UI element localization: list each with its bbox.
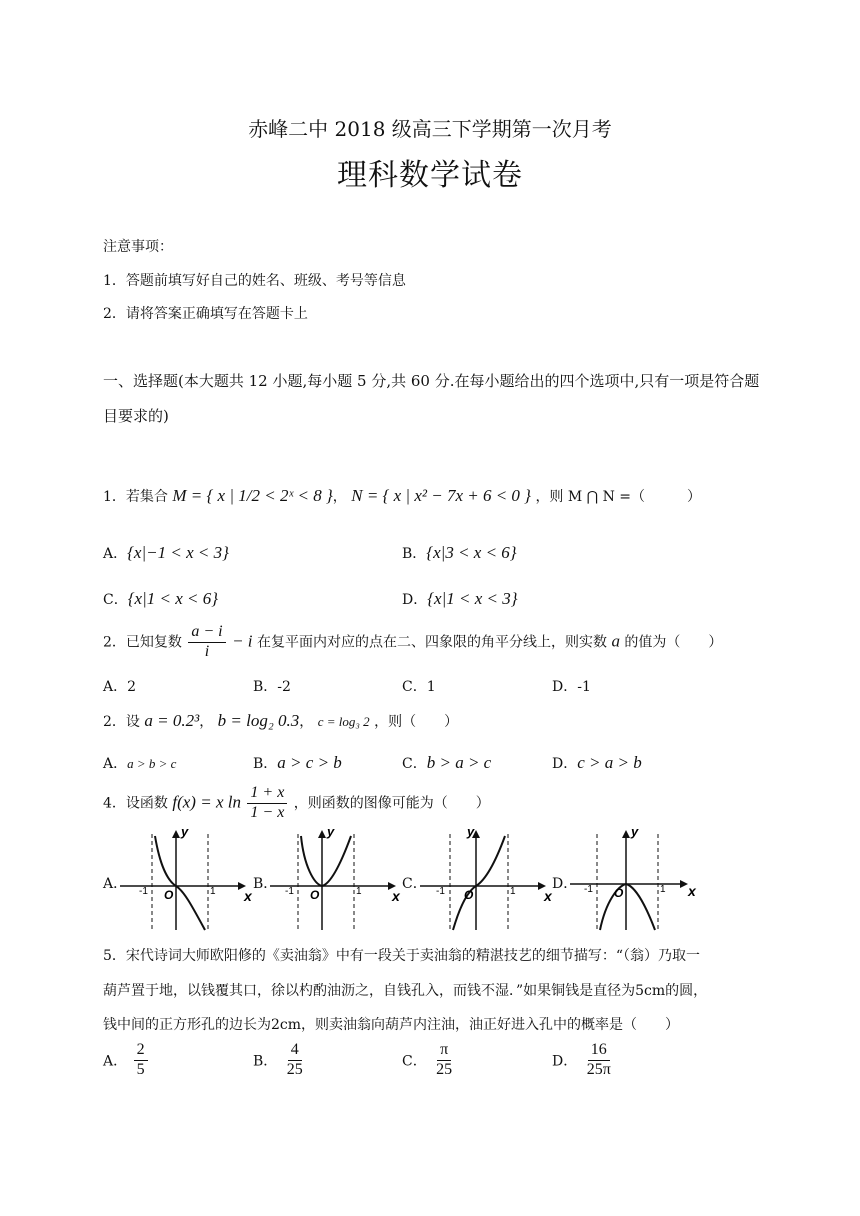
q1-prefix: 1．若集合 [103,489,168,505]
q1-option-b: B．{x|3 < x < 6} [402,543,517,562]
svg-text:-1: -1 [584,884,593,895]
q2a-option-d: D．-1 [552,679,591,695]
q2a-option-c: C．1 [402,679,436,695]
section-heading-line1: 一、选择题(本大题共 12 小题,每小题 5 分,共 60 分.在每小题给出的四个选项中,只有一项是符合题 [103,372,760,390]
q2b-stem: 2．设 a = 0.2³， b = log₂ 0.3， c = log₃ 2 ，则（ ） [103,711,459,730]
svg-text:1: 1 [210,886,216,897]
svg-text:y: y [327,826,335,839]
q1-set-m: M = { x | 1/2 < 2ˣ < 8 } [172,486,333,505]
q4-graph-a [120,826,260,931]
q5-line-1: 5．宋代诗词大师欧阳修的《卖油翁》中有一段关于卖油翁的精湛技艺的细节描写：“（翁）乃取一 [103,948,701,964]
q2b-c: c = log₃ 2 [317,714,370,729]
q1-option-c: C．{x|1 < x < 6} [103,589,219,608]
q4-option-d-label: D． [552,876,578,892]
exam-title: 理科数学试卷 [337,158,523,193]
q4-fraction: $\frac{1 + x}{1 - x}$ [247,785,287,822]
q5-option-b: B． $\frac{4}{25}$ [253,1041,303,1078]
svg-text:O: O [464,888,474,902]
q2b-option-a: A．a > b > c [103,756,177,772]
q4-stem: 4．设函数 f(x) = x ln $\frac{1 + x}{1 - x}$ ，则函数的图像可能为（ ） [103,784,490,821]
q5-line-3: 钱中间的正方形孔的边长为2cm，则卖油翁向葫芦内注油，油正好进入孔中的概率是（ ） [103,1017,680,1033]
q2a-fraction: $\frac{a - i}{i}$ [188,624,225,661]
q4-graph-d [570,826,710,931]
q5-line-2: 葫芦置于地，以钱覆其口，徐以杓酌油沥之，自钱孔入，而钱不湿．”如果铜钱是直径为5cm的圆， [103,983,708,999]
svg-text:-1: -1 [436,886,445,897]
q4-function: f(x) = x ln [172,792,241,812]
q1-option-a: A．{x|−1 < x < 3} [103,543,229,562]
q2b-option-c: C．b > a > c [402,753,492,772]
svg-text:O: O [614,886,624,900]
section-heading-line2: 目要求的) [103,407,169,425]
note-item-2: 2．请将答案正确填写在答题卡上 [103,306,308,322]
q1-set-n: N = { x | x² − 7x + 6 < 0 } [351,486,531,505]
q2a-stem: 2．已知复数 $\frac{a - i}{i}$ − i 在复平面内对应的点在二、四象限的角平分线上，则实数 a 的值为（ ） [103,623,723,660]
q5-option-a: A． $\frac{2}{5}$ [103,1042,150,1079]
svg-text:x: x [392,888,400,904]
svg-text:x: x [244,888,252,904]
q2b-b: b = log₂ 0.3 [217,711,300,730]
q4-graph-b [270,826,410,931]
svg-text:O: O [310,888,320,902]
q2a-option-b: B．-2 [253,679,291,695]
notes-heading: 注意事项： [103,239,173,255]
q2b-a: a = 0.2³ [144,711,200,730]
svg-text:1: 1 [660,884,666,895]
q1-tail: ，则 M ⋂ N =（ ） [535,489,702,505]
exam-subtitle: 赤峰二中 2018 级高三下学期第一次月考 [248,117,612,141]
svg-text:y: y [631,826,639,839]
q5-option-c: C． $\frac{\pi}{25}$ [402,1041,453,1078]
svg-text:x: x [688,883,696,899]
q2b-option-b: B．a > c > b [253,753,342,772]
q4-graph-c [420,826,560,931]
svg-text:y: y [467,826,475,839]
note-item-1: 1．答题前填写好自己的姓名、班级、考号等信息 [103,273,406,289]
svg-text:y: y [181,826,189,839]
svg-text:1: 1 [510,886,516,897]
svg-text:1: 1 [356,886,362,897]
q4-option-b-label: B． [253,876,278,892]
svg-text:x: x [544,888,552,904]
q1-stem: 1．若集合 M = { x | 1/2 < 2ˣ < 8 }， N = { x | x² − 7x + 6 < 0 } ，则 M ⋂ N =（ ） [103,486,702,505]
q4-option-a-label: A． [103,876,128,892]
q1-option-d: D．{x|1 < x < 3} [402,589,518,608]
q4-option-c-label: C． [402,876,427,892]
q5-option-d: D． $\frac{16}{25\pi}$ [552,1041,611,1078]
svg-text:O: O [164,888,174,902]
q2a-tail: 在复平面内对应的点在二、四象限的角平分线上，则实数 [256,634,607,651]
q2a-prefix: 2．已知复数 [103,634,182,651]
q2b-option-d: D．c > a > b [552,753,642,772]
svg-text:-1: -1 [285,886,294,897]
q2a-option-a: A．2 [103,679,137,695]
svg-text:-1: -1 [139,886,148,897]
